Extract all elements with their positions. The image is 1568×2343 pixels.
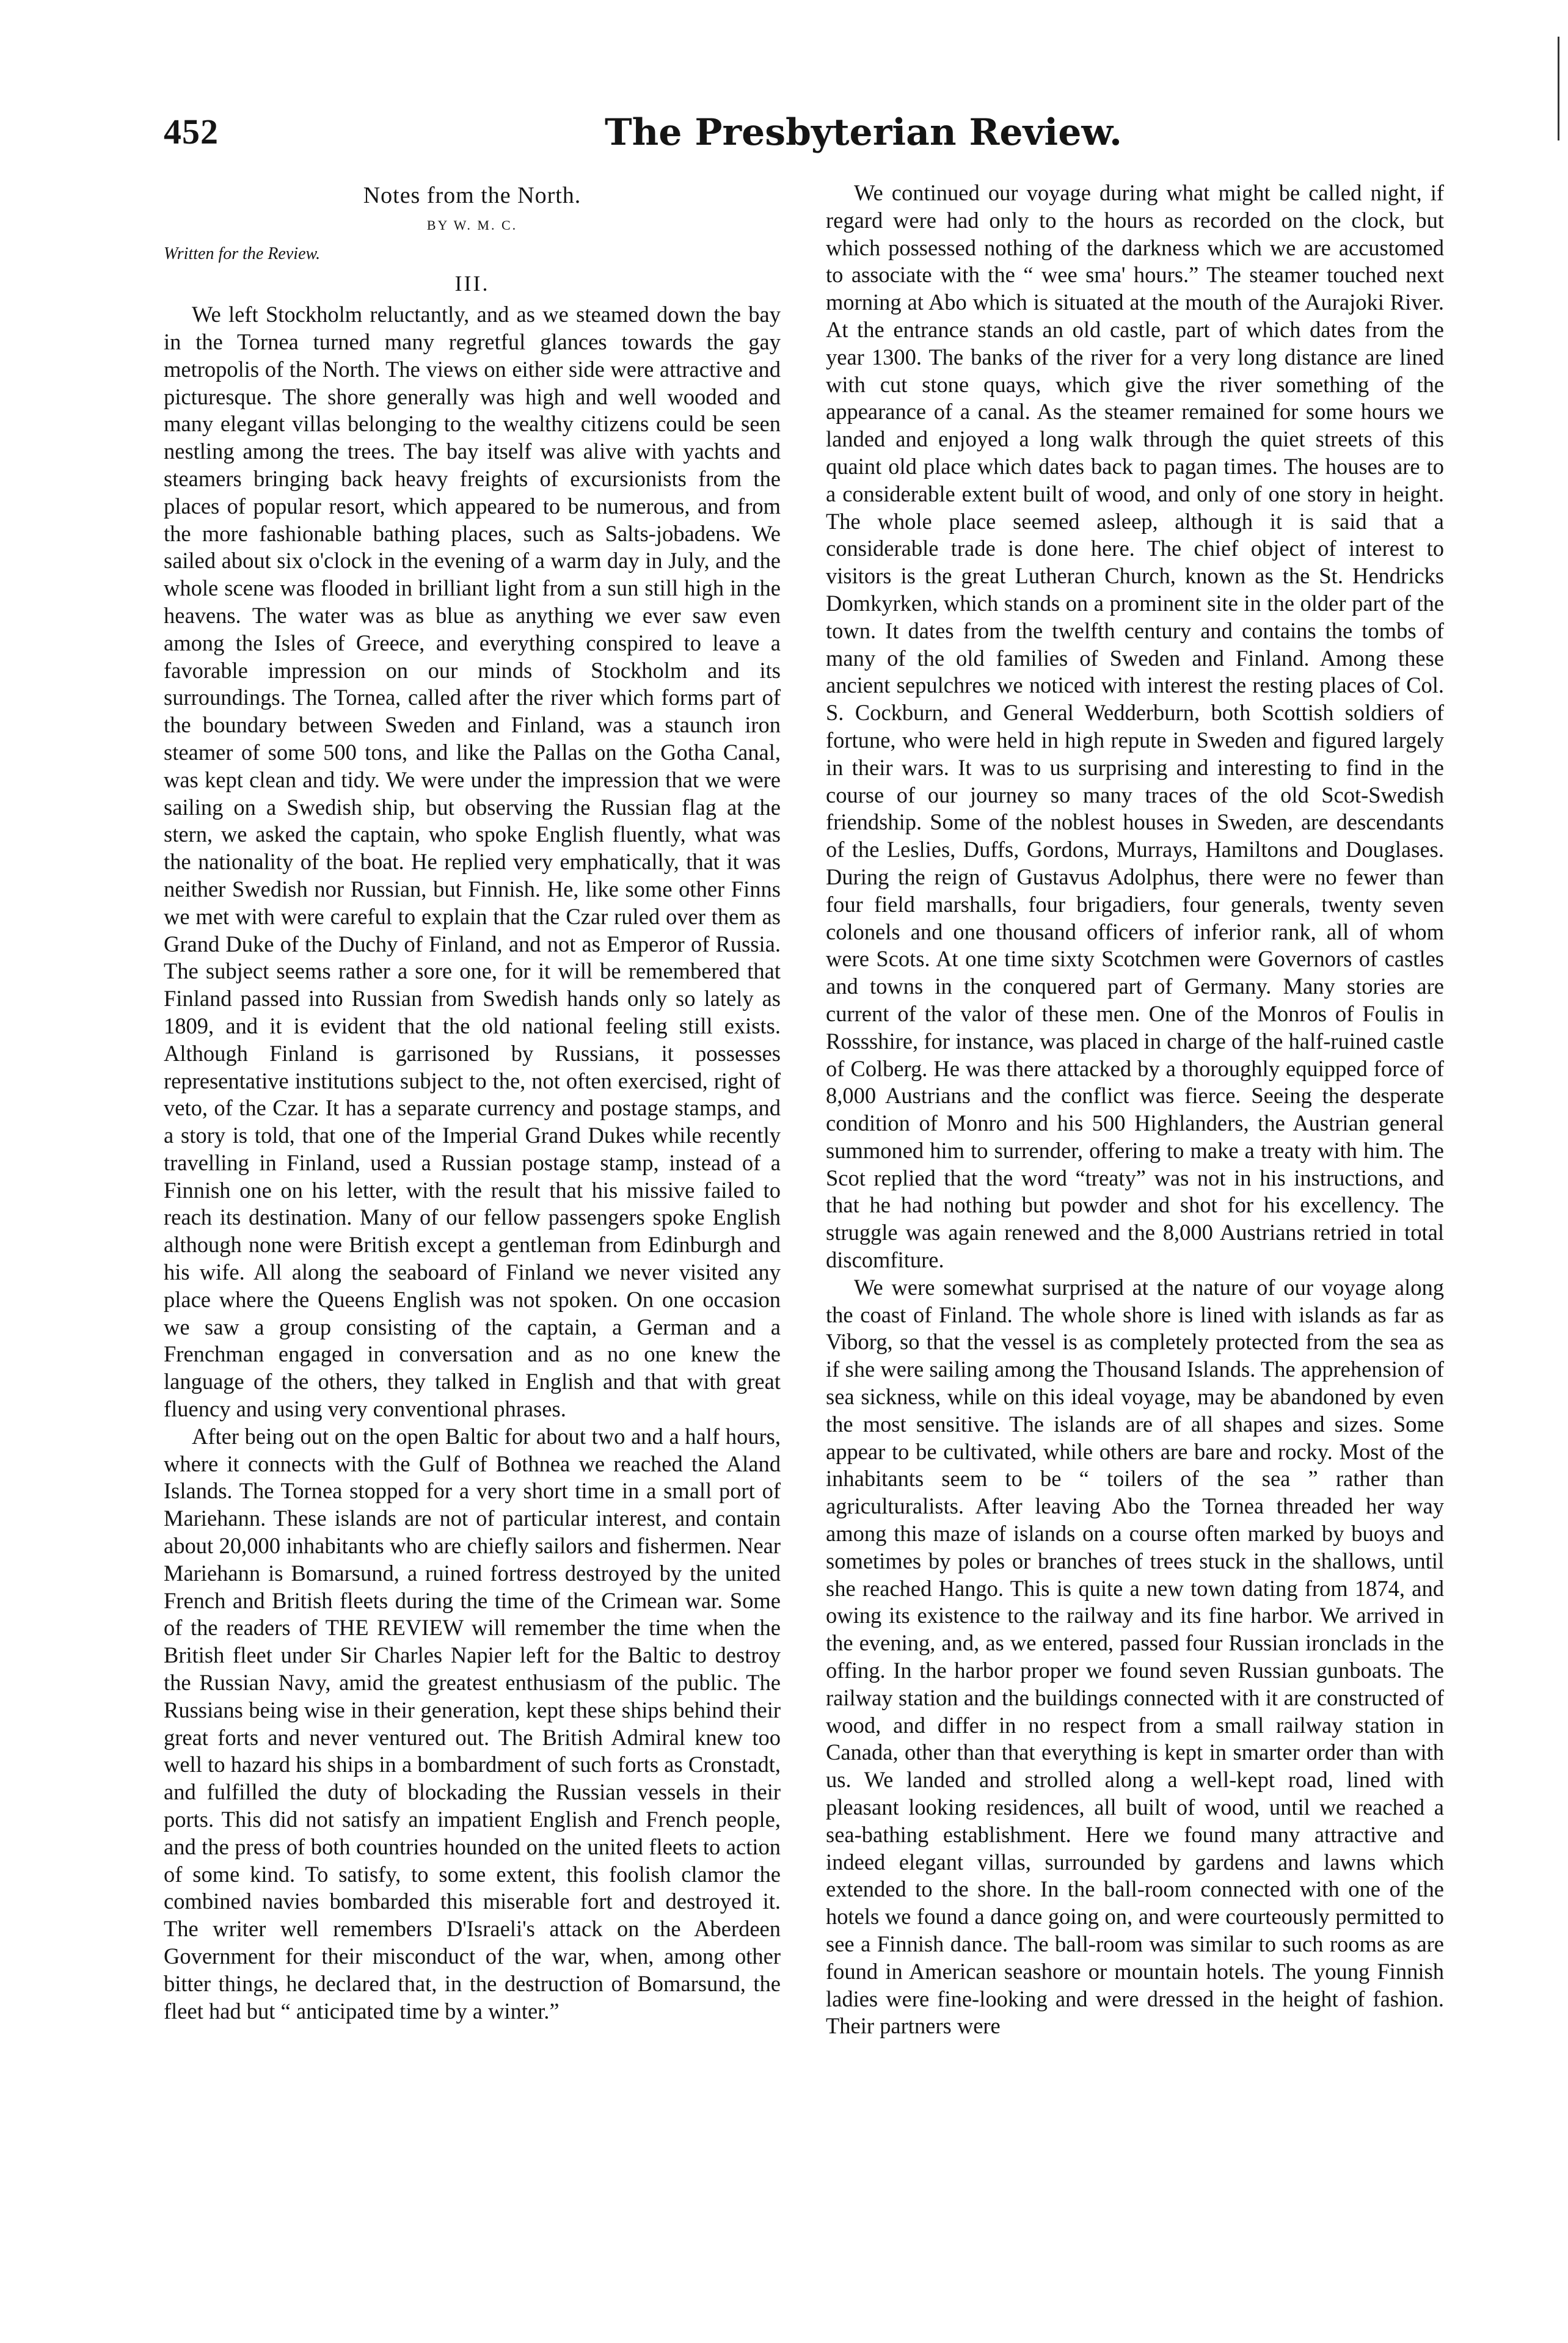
right-paragraph-1: We continued our voyage during what might be called night, if regard were had only to the hours as recorded on the clock, but which possessed nothing of the darkness which we are accustomed to associate with the “ wee sma' hours.” The steamer touched next morning at Abo which is situated at the mouth of the Aurajoki River. At the entrance stands an old castle, part of which dates from the year 1300. The banks of the river for a very long distance are lined with cut stone quays, which give the river something of the appearance of a canal. As the steamer remained for some hours we landed and enjoyed a long walk through the quiet streets of this quaint old place which dates back to pagan times. The houses are to a considerable extent built of wood, and only of one story in height. The whole place seemed asleep, although it is said that a considerable trade is done here. The chief object of interest to visitors is the great Lutheran Church, known as the St. Hendricks Domkyrken, which stands on a prominent site in the older part of the town. It dates from the twelfth century and contains the tombs of many of the old families of Sweden and Finland. Among these ancient sepulchres we noticed with interest the resting places of Col. S. Cockburn, and General Wedderburn, both Scottish soldiers of fortune, who were held in high repute in Sweden and figured largely in their wars. It was to us surprising and interesting to find in the course of our journey so many traces of the old Scot-Swedish friendship. Some of the noblest houses in Sweden, are descendants of the Leslies, Duffs, Gordons, Murrays, Hamiltons and Douglases. During the reign of Gustavus Adolphus, there were no fewer than four field marshalls, four brigadiers, four generals, twenty seven colonels and one thousand officers of inferior rank, all of whom were Scots. At one time sixty Scotchmen were Governors of castles and towns in the conquered part of Germany. Many stories are current of the valor of these men. One of the Monros of Foulis in Rossshire, for instance, was placed in charge of the half-ruined castle of Colberg. He was there attacked by a thoroughly equipped force of 8,000 Austrians and the conflict was fierce. Seeing the desperate condition of Monro and his 500 Highlanders, the Austrian general summoned him to surrender, offering to make a treaty with him. The Scot replied that the word “treaty” was not in his instructions, and that he had nothing but powder and shot for his excellency. The struggle was again renewed and the 8,000 Austrians retried in total discomfiture. bbox=[826, 180, 1444, 1273]
article-byline: BY W. M. C. bbox=[426, 217, 518, 233]
page-number: 452 bbox=[164, 112, 219, 151]
page-edge-mark bbox=[1558, 37, 1568, 140]
journal-title: The Presbyterian Review. bbox=[605, 111, 1122, 154]
article-part-number: III. bbox=[454, 271, 490, 296]
left-paragraph-2: After being out on the open Baltic for about two and a half hours, where it connects with the Gulf of Bothnea we reached the Aland Islands. The Tornea stopped for a very short time in a small port of Mariehann. These islands are not of particular interest, and contain about 20,000 inhabitants who are chiefly sailors and fishermen. Near Mariehann is Bomarsund, a ruined fortress destroyed by the united French and British fleets during the time of the Crimean war. Some of the readers of THE REVIEW will remember the time when the British fleet under Sir Charles Napier left for the Baltic to destroy the Russian Navy, amid the greatest enthusiasm of the public. The Russians being wise in their generation, kept these ships behind their great forts and never ventured out. The British Admiral knew too well to hazard his ships in a bombardment of such forts as Cronstadt, and fulfilled the duty of blockading the Russian vessels in their ports. This did not satisfy an impatient English and French people, and the press of both countries hounded on the united fleets to action of some kind. To satisfy, to some extent, this foolish clamor the combined navies bombarded this miserable fort and destroyed it. The writer well remembers D'Israeli's attack on the Aberdeen Government for their misconduct of the war, when, among other bitter things, he declared that, in the destruction of Bomarsund, the fleet had but “ anticipated time by a winter.” bbox=[164, 1423, 781, 2024]
left-column bbox=[164, 178, 781, 2212]
right-column bbox=[826, 180, 1444, 2214]
written-for-note: Written for the Review. bbox=[164, 244, 321, 263]
article-title: Notes from the North. bbox=[363, 183, 582, 208]
right-paragraph-2: We were somewhat surprised at the nature of our voyage along the coast of Finland. The whole shore is lined with islands as far as Viborg, so that the vessel is as completely protected from the sea as if she were sailing among the Thousand Islands. The apprehension of sea sickness, while on this ideal voyage, may be abandoned by even the most sensitive. The islands are of all shapes and sizes. Some appear to be cultivated, while others are bare and rocky. Most of the inhabitants seem to be “ toilers of the sea ” rather than agriculturalists. After leaving Abo the Tornea threaded her way among this maze of islands on a course often marked by buoys and sometimes by poles or branches of trees stuck in the shallows, until she reached Hango. This is quite a new town dating from 1874, and owing its existence to the railway and its fine harbor. We arrived in the evening, and, as we entered, passed four Russian ironclads in the offing. In the harbor proper we found seven Russian gunboats. The railway station and the buildings connected with it are constructed of wood, and differ in no respect from a small railway station in Canada, other than that everything is kept in smarter order than with us. We landed and strolled along a well-kept road, lined with pleasant looking residences, all built of wood, until we reached a sea-bathing establishment. Here we found many attractive and indeed elegant villas, surrounded by gardens and lawns which extended to the shore. In the ball-room connected with one of the hotels we found a dance going on, and were courteously permitted to see a Finnish dance. The ball-room was similar to such rooms as are found in American seashore or mountain hotels. The young Finnish ladies were fine-looking and were dressed in the height of fashion. Their partners were bbox=[826, 1274, 1444, 2039]
page-header bbox=[0, 111, 1568, 178]
left-paragraph-1: We left Stockholm reluctantly, and as we steamed down the bay in the Tornea turned many regretful glances towards the gay metropolis of the North. The views on either side were attractive and picturesque. The shore generally was high and well wooded and many elegant villas belonging to the wealthy citizens could be seen nestling among the trees. The bay itself was alive with yachts and steamers bringing back heavy freights of excursionists from the places of popular resort, which appeared to be numerous, and from the more fashionable bathing places, such as Salts-jobadens. We sailed about six o'clock in the evening of a warm day in July, and the whole scene was flooded in brilliant light from a sun still high in the heavens. The water was as blue as anything we ever saw even among the Isles of Greece, and everything conspired to leave a favorable impression on our minds of Stockholm and its surroundings. The Tornea, called after the river which forms part of the boundary between Sweden and Finland, was a staunch iron steamer of some 500 tons, and like the Pallas on the Gotha Canal, was kept clean and tidy. We were under the impression that we were sailing on a Swedish ship, but observing the Russian flag at the stern, we asked the captain, who spoke English fluently, what was the nationality of the boat. He replied very emphatically, that it was neither Swedish nor Russian, but Finnish. He, like some other Finns we met with were careful to explain that the Czar ruled over them as Grand Duke of the Duchy of Finland, and not as Emperor of Russia. The subject seems rather a sore one, for it will be remembered that Finland passed into Russian from Swedish hands only so lately as 1809, and it is evident that the old national feeling still exists. Although Finland is garrisoned by Russians, it possesses representative institutions subject to the, not often exercised, right of veto, of the Czar. It has a separate currency and postage stamps, and a story is told, that one of the Imperial Grand Dukes while recently travelling in Finland, used a Russian postage stamp, instead of a Finnish one on his letter, with the result that his missive failed to reach its destination. Many of our fellow passengers spoke English although none were British except a gentleman from Edinburgh and his wife. All along the seaboard of Finland we never visited any place where the Queens English was not spoken. On one occasion we saw a group consisting of the captain, a German and a Frenchman engaged in conversation and as no one knew the language of the others, they talked in English and that with great fluency and using very conventional phrases. bbox=[164, 302, 781, 1422]
